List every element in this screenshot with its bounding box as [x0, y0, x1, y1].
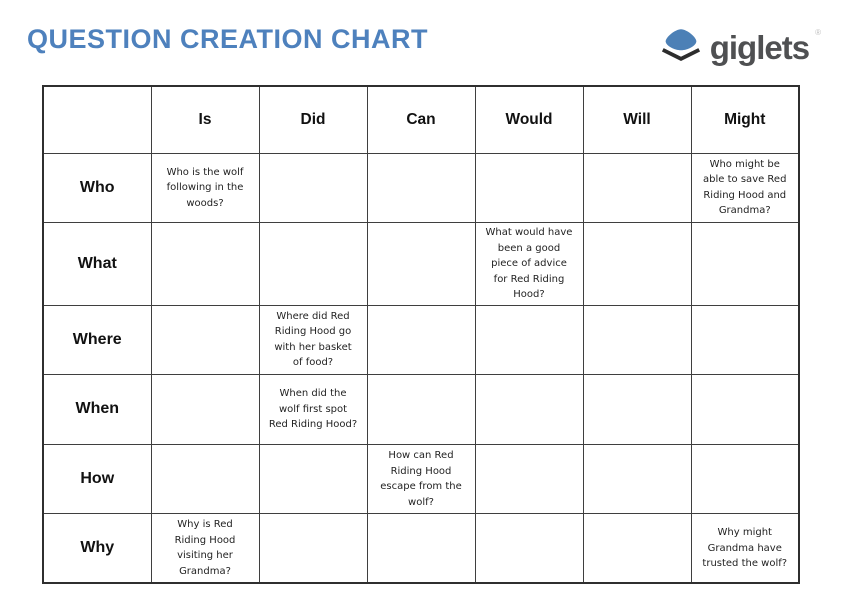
- table-row-how: [43, 444, 799, 514]
- cell-how-did: [259, 444, 367, 514]
- row-label-why: Why: [43, 514, 151, 584]
- cell-when-is: [151, 375, 259, 445]
- cell-what-is: [151, 223, 259, 306]
- cell-what-did: [259, 223, 367, 306]
- table-row-what: [43, 223, 799, 306]
- cell-why-can: [367, 514, 475, 584]
- giglets-book-icon: [658, 24, 704, 71]
- cell-where-is: [151, 305, 259, 375]
- row-label-where: Where: [43, 305, 151, 375]
- registered-trademark-mark: ®: [815, 28, 821, 37]
- cell-where-would: [475, 305, 583, 375]
- cell-where-will: [583, 305, 691, 375]
- cell-where-did: Where did Red Riding Hood go with her basket of food?: [259, 305, 367, 375]
- cell-who-might: Who might be able to save Red Riding Hood and Grandma?: [691, 153, 799, 223]
- column-header-did: Did: [259, 86, 367, 153]
- column-header-blank: [43, 86, 151, 153]
- row-label-when: When: [43, 375, 151, 445]
- cell-where-can: [367, 305, 475, 375]
- cell-how-will: [583, 444, 691, 514]
- giglets-logo: [658, 24, 821, 71]
- cell-what-can: [367, 223, 475, 306]
- cell-why-will: [583, 514, 691, 584]
- table-row-where: [43, 305, 799, 375]
- page-title: QUESTION CREATION CHART: [27, 24, 428, 54]
- cell-why-would: [475, 514, 583, 584]
- cell-why-did: [259, 514, 367, 584]
- cell-when-can: [367, 375, 475, 445]
- row-label-what: What: [43, 223, 151, 306]
- row-label-how: How: [43, 444, 151, 514]
- column-header-would: Would: [475, 86, 583, 153]
- cell-when-might: [691, 375, 799, 445]
- cell-how-can: How can Red Riding Hood escape from the wolf?: [367, 444, 475, 514]
- cell-who-will: [583, 153, 691, 223]
- question-creation-table: [42, 85, 800, 584]
- cell-who-would: [475, 153, 583, 223]
- cell-when-will: [583, 375, 691, 445]
- cell-what-would: What would have been a good piece of advice for Red Riding Hood?: [475, 223, 583, 306]
- column-header-is: Is: [151, 86, 259, 153]
- column-header-might: Might: [691, 86, 799, 153]
- cell-who-can: [367, 153, 475, 223]
- cell-why-is: Why is Red Riding Hood visiting her Grandma?: [151, 514, 259, 584]
- column-header-can: Can: [367, 86, 475, 153]
- cell-where-might: [691, 305, 799, 375]
- cell-who-is: Who is the wolf following in the woods?: [151, 153, 259, 223]
- header-row: [43, 86, 799, 153]
- cell-what-will: [583, 223, 691, 306]
- cell-when-did: When did the wolf first spot Red Riding Hood?: [259, 375, 367, 445]
- cell-who-did: [259, 153, 367, 223]
- table-row-why: [43, 514, 799, 584]
- table-row-who: [43, 153, 799, 223]
- cell-why-might: Why might Grandma have trusted the wolf?: [691, 514, 799, 584]
- cell-how-would: [475, 444, 583, 514]
- table-row-when: [43, 375, 799, 445]
- cell-how-is: [151, 444, 259, 514]
- column-header-will: Will: [583, 86, 691, 153]
- row-label-who: Who: [43, 153, 151, 223]
- giglets-logo-text: giglets: [709, 29, 810, 66]
- cell-what-might: [691, 223, 799, 306]
- cell-how-might: [691, 444, 799, 514]
- cell-when-would: [475, 375, 583, 445]
